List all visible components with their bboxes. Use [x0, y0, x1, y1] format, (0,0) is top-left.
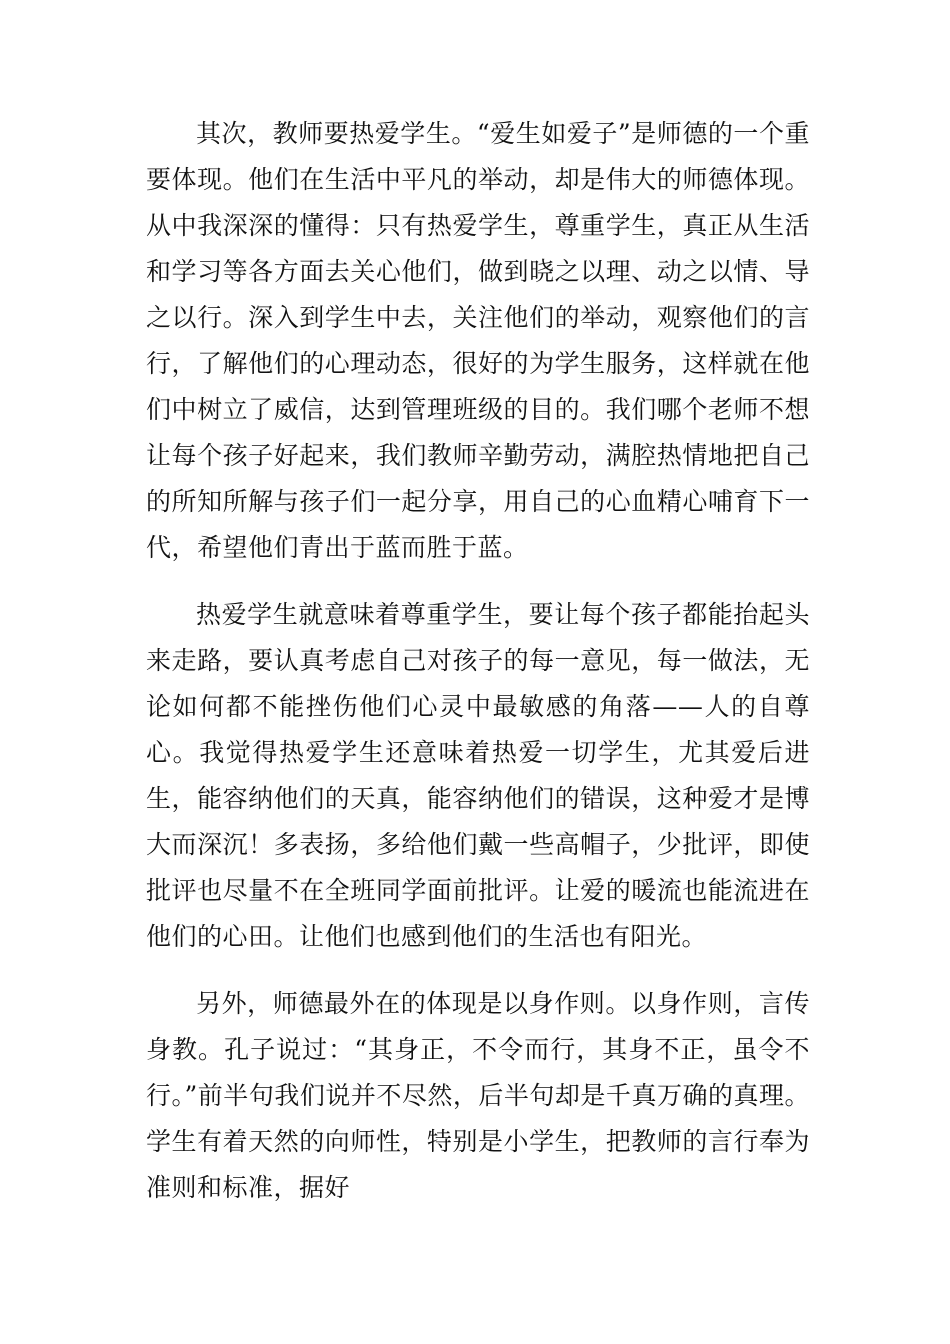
document-body — [146, 111, 810, 1211]
paragraph-1: 其次，教师要热爱学生。“爱生如爱子”是师德的一个重要体现。他们在生活中平凡的举动，却是伟大的师德体现。从中我深深的懂得：只有热爱学生，尊重学生，真正从生活和学习等各方面去关心他们，做到晓之以理、动之以情、导之以行。深入到学生中去，关注他们的举动，观察他们的言行，了解他们的心理动态，很好的为学生服务，这样就在他们中树立了威信，达到管理班级的目的。我们哪个老师不想让每个孩子好起来，我们教师辛勤劳动，满腔热情地把自己的所知所解与孩子们一起分享，用自己的心血精心哺育下一代，希望他们青出于蓝而胜于蓝。 — [146, 119, 810, 562]
paragraph-3: 另外，师德最外在的体现是以身作则。以身作则，言传身教。孔子说过：“其身正，不令而行，其身不正，虽令不行。”前半句我们说并不尽然，后半句却是千真万确的真理。学生有着天然的向师性，特别是小学生，把教师的言行奉为准则和标准，据好 — [146, 989, 810, 1202]
paragraph-2: 热爱学生就意味着尊重学生，要让每个孩子都能抬起头来走路，要认真考虑自己对孩子的每一意见，每一做法，无论如何都不能挫伤他们心灵中最敏感的角落——人的自尊心。我觉得热爱学生还意味着热爱一切学生，尤其爱后进生，能容纳他们的天真，能容纳他们的错误，这种爱才是博大而深沉！多表扬，多给他们戴一些高帽子，少批评，即使批评也尽量不在全班同学面前批评。让爱的暖流也能流进在他们的心田。让他们也感到他们的生活也有阳光。 — [146, 600, 810, 951]
